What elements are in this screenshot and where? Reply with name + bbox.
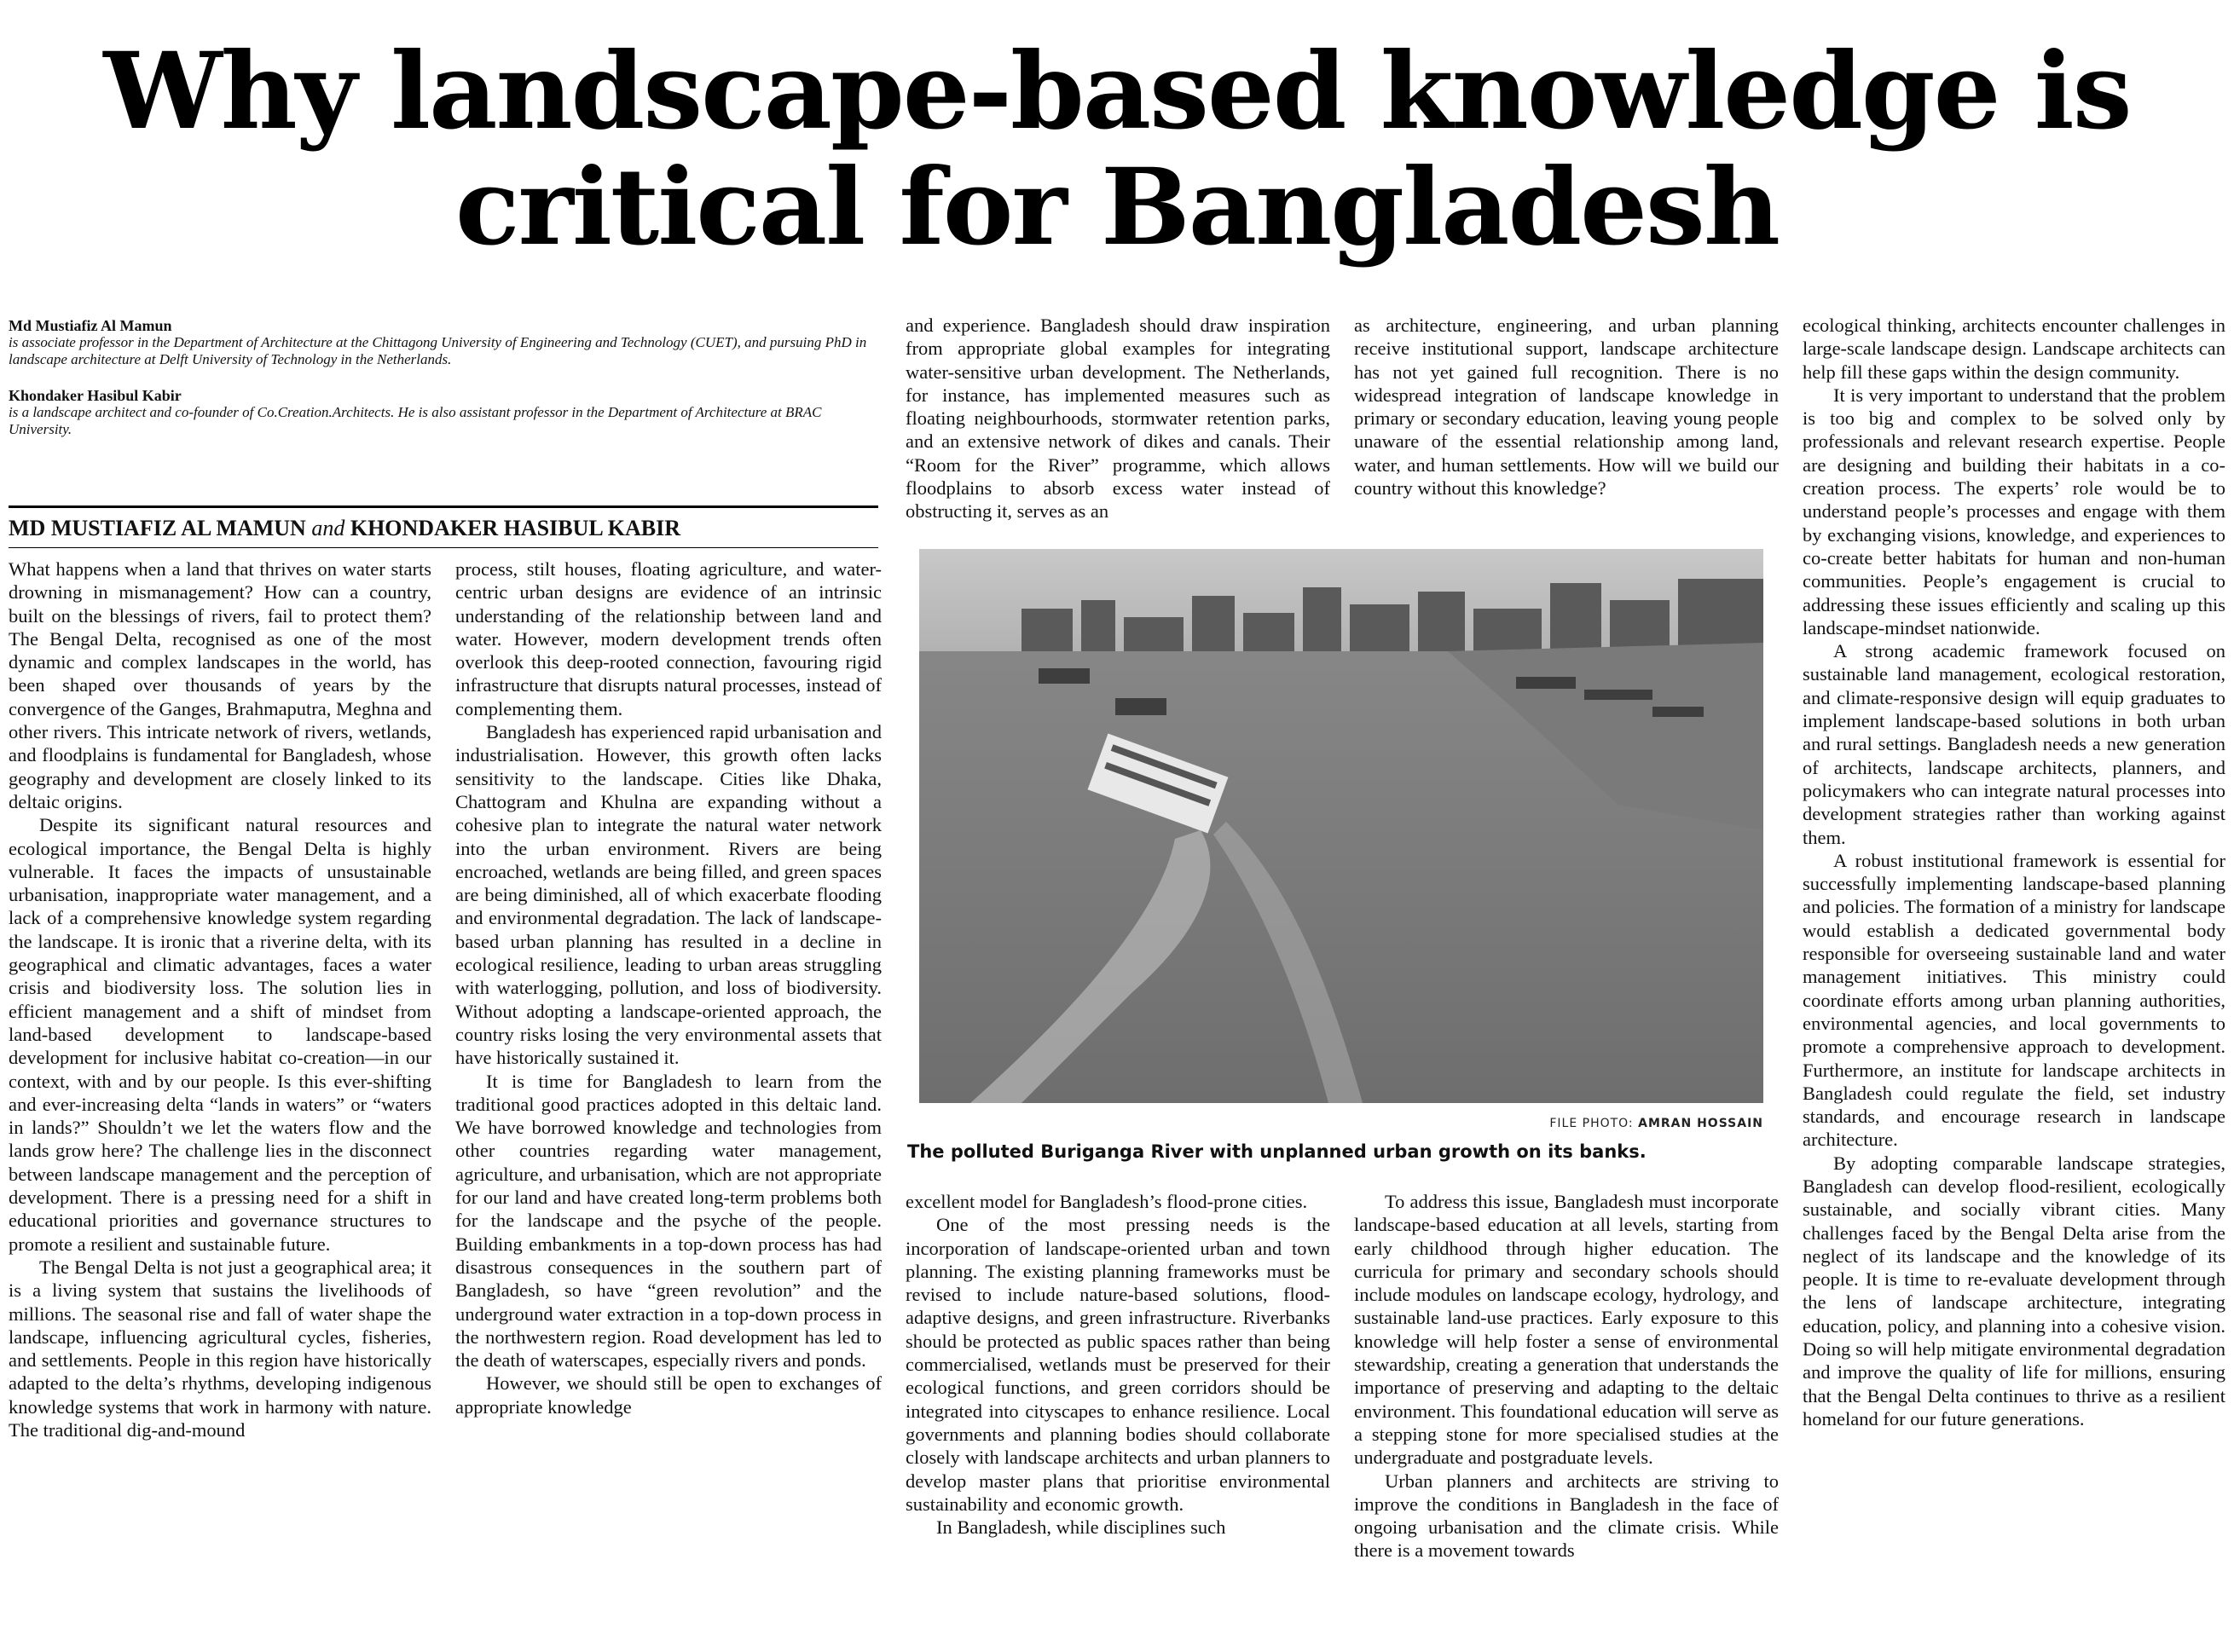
paragraph: However, we should still be open to exchanges of appropriate knowledge: [455, 1372, 882, 1418]
column-5: [1803, 314, 2225, 1430]
byline-rule-top: [9, 505, 878, 508]
paragraph: A robust institutional framework is essential for successfully implementing landscape-based planning and policies. The formation of a ministry for landscape would establish a dedicated governmental body responsible for overseeing sustainable land and water management initiatives. This ministry could coordinate efforts among urban planning authorities, environmental agencies, and local governments to promote a comprehensive approach to development. Furthermore, an institute for landscape architects in Bangladesh could regulate the field, set industry standards, and encourage research in landscape architecture.: [1803, 849, 2225, 1151]
byline-conjunction: and: [311, 516, 345, 540]
paragraph: ecological thinking, architects encounter challenges in large-scale landscape design. Landscape architects can help fill these gaps within the design community.: [1803, 315, 2225, 383]
bio-description: is associate professor in the Department of Architecture at the Chittagong University of Engineering and Technology (CUET), and pursuing PhD in landscape architecture at Delft University of Technology in the Netherlands.: [9, 334, 867, 367]
column-3-bottom: [906, 1190, 1330, 1539]
paragraph: Urban planners and architects are striving to improve the conditions in Bangladesh in the face of ongoing urbanisation and the climate crisis. While there is a movement towards: [1354, 1470, 1779, 1562]
paragraph: By adopting comparable landscape strategies, Bangladesh can develop flood-resilient, ecologically sustainable, and socially vibrant cities. Many challenges faced by the Bengal Delta arise from the neglect of its landscape and the knowledge of its people. It is time to re-evaluate development through the lens of landscape architecture, integrating education, policy, and planning into a cohesive vision. Doing so will help mitigate environmental degradation and improve the quality of life for millions, ensuring that the Bengal Delta continues to thrive as a resilient homeland for our future generations.: [1803, 1152, 2225, 1430]
paragraph: Bangladesh has experienced rapid urbanisation and industrialisation. However, this growth often lacks sensitivity to the landscape. Cities like Dhaka, Chattogram and Khulna are expanding without a cohesive plan to integrate the natural water network into the urban environment. Rivers are being encroached, wetlands are being filled, and green spaces are being diminished, all of which exacerbate flooding and environmental degradation. The lack of landscape-based urban planning has resulted in a decline in ecological resilience, leading to urban areas struggling with waterlogging, pollution, and loss of biodiversity. Without adopting a landscape-oriented approach, the country risks losing the very environmental assets that have historically sustained it.: [455, 721, 882, 1069]
bio-name: Md Mustiafiz Al Mamun: [9, 317, 172, 334]
byline-rule-bottom: [9, 547, 878, 548]
paragraph: What happens when a land that thrives on water starts drowning in mismanagement? How can a country, built on the blessings of rivers, fail to protect them? The Bengal Delta, recognised as one of the most dynamic and complex landscapes in the world, has been shaped over thousands of years by the convergence of the Ganges, Brahmaputra, Meghna and other rivers. This intricate network of rivers, wetlands, and floodplains is fundamental for Bangladesh, whose geography and development are closely linked to its deltaic origins.: [9, 558, 431, 812]
paragraph: In Bangladesh, while disciplines such: [936, 1516, 1226, 1539]
photo-credit-name: AMRAN HOSSAIN: [1638, 1117, 1763, 1130]
paragraph: It is time for Bangladesh to learn from the traditional good practices adopted in this deltaic land. We have borrowed knowledge and technologies from other countries regarding water management, agriculture, and urbanisation, which are not appropriate for our land and have created long-term problems both for the landscape and the psyche of the people. Building embankments in a top-down process has had disastrous consequences in the southern part of Bangladesh, so have “green revolution” and the underground water extraction in a top-down process in the northwestern region. Road development has led to the death of waterscapes, especially rivers and ponds.: [455, 1070, 882, 1372]
paragraph: as architecture, engineering, and urban planning receive institutional support, landscape architecture has not yet gained full recognition. There is no widespread integration of landscape knowledge in primary or secondary education, leaving young people unaware of the essential relationship among land, water, and human settlements. How will we build our country without this knowledge?: [1354, 315, 1779, 500]
headline: Why landscape-based knowledge is critical for Bangladesh: [103, 30, 2131, 269]
paragraph: process, stilt houses, floating agriculture, and water-centric urban designs are evidence of an intrinsic understanding of the relationship between land and water. However, modern development trends often overlook this deep-rooted connection, favouring rigid infrastructure that disrupts natural processes, instead of complementing them.: [455, 558, 882, 719]
paragraph: It is very important to understand that the problem is too big and complex to be solved only by professionals and relevant research expertise. People are designing and building their habitats in a co-creation process. The experts’ role would be to understand people’s processes and engage with them by exchanging visions, knowledge, and experiences to co-create better habitats for human and non-human communities. People’s engagement is crucial to addressing these issues efficiently and scaling up this landscape-mindset nationwide.: [1803, 384, 2225, 638]
paragraph: To address this issue, Bangladesh must incorporate landscape-based education at all levels, starting from early childhood through higher education. The curricula for primary and secondary schools should include modules on landscape ecology, hydrology, and sustainable land-use practices. Early exposure to this knowledge will help foster a sense of environmental stewardship, creating a generation that understands the importance of preserving and adapting to the deltaic environment. This foundational education will serve as a stepping stone for more specialised studies at the undergraduate and postgraduate levels.: [1354, 1191, 1779, 1469]
river-photo: [919, 549, 1763, 1103]
byline: [9, 515, 878, 542]
paragraph: The Bengal Delta is not just a geographical area; it is a living system that sustains the livelihoods of millions. The seasonal rise and fall of water shape the landscape, influencing agricultural cycles, fisheries, and settlements. People in this region have historically adapted to the delta’s rhythms, developing indigenous knowledge systems that work in harmony with nature. The traditional dig-and-mound: [9, 1256, 431, 1441]
photo-credit-prefix: FILE PHOTO:: [1549, 1117, 1634, 1130]
column-2: [455, 557, 882, 1418]
byline-author-2: KHONDAKER HASIBUL KABIR: [350, 516, 681, 540]
byline-author-1: MD MUSTIAFIZ AL MAMUN: [9, 516, 306, 540]
bio-description: is a landscape architect and co-founder of Co.Creation.Architects. He is also assistant professor in the Department of Architecture at BRAC University.: [9, 404, 822, 437]
paragraph: excellent model for Bangladesh’s flood-prone cities.: [906, 1191, 1308, 1212]
paragraph: Despite its significant natural resources and ecological importance, the Bengal Delta is highly vulnerable. It faces the impacts of unsustainable urbanisation, inappropriate water management, and a lack of a comprehensive knowledge system regarding the landscape. It is ironic that a riverine delta, with its geographical and climatic advantages, faces a water crisis and biodiversity loss. The solution lies in efficient management and a shift of mindset from land-based development to landscape-based development for inclusive habitat co-creation—in our context, with and by our people. Is this ever-shifting and ever-increasing delta “lands in waters” or “waters in lands?” Shouldn’t we let the waters flow and the lands grow here? The challenge lies in the disconnect between landscape management and the perception of development. There is a pressing need for a shift in educational priorities and governance structures to promote a resilient and sustainable future.: [9, 814, 431, 1255]
column-4-top: [1354, 314, 1779, 500]
photo-caption: The polluted Buriganga River with unplanned urban growth on its banks.: [907, 1141, 1647, 1162]
column-1: [9, 557, 431, 1441]
paragraph: A strong academic framework focused on sustainable land management, ecological restoration, and climate-responsive design will equip graduates to implement landscape-based solutions in both urban and rural settings. Bangladesh needs a new generation of architects, landscape architects, planners, and policymakers who can integrate natural processes into development strategies rather than working against them.: [1803, 640, 2225, 848]
photo-credit: [919, 1117, 1763, 1130]
author-bios: [9, 317, 878, 457]
column-4-bottom: [1354, 1190, 1779, 1562]
column-3-top: [906, 314, 1330, 523]
paragraph: and experience. Bangladesh should draw inspiration from appropriate global examples for integrating water-sensitive urban development. The Netherlands, for instance, has implemented measures such as floating neighbourhoods, stormwater retention parks, and an extensive network of dikes and canals. Their “Room for the River” programme, which allows floodplains to absorb excess water instead of obstructing it, serves as an: [906, 315, 1330, 523]
paragraph: One of the most pressing needs is the incorporation of landscape-oriented urban and town planning. The existing planning frameworks must be revised to include nature-based solutions, flood-adaptive designs, and green infrastructure. Riverbanks should be protected as public spaces rather than being commercialised, wetlands must be preserved for their ecological functions, and green corridors should be integrated into cityscapes to enhance resilience. Local governments and planning bodies should collaborate closely with landscape architects and urban planners to develop master plans that prioritise environmental sustainability and economic growth.: [906, 1214, 1330, 1515]
bio-name: Khondaker Hasibul Kabir: [9, 387, 182, 404]
